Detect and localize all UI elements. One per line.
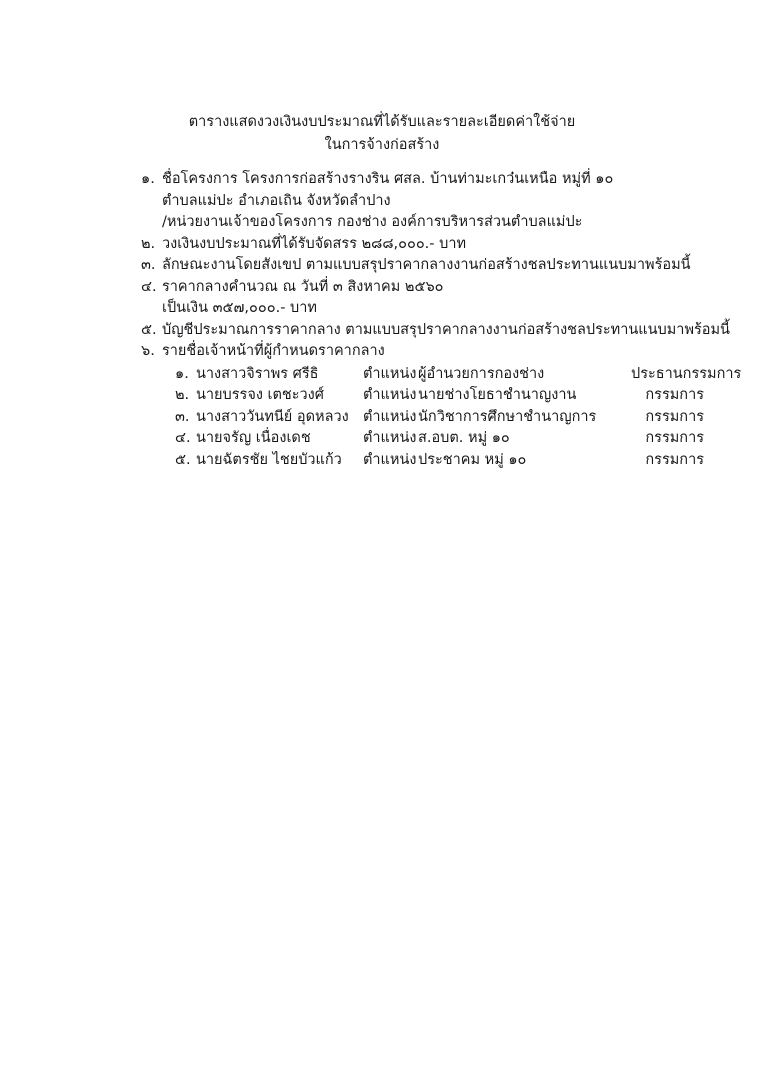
item-text: ชื่อโครงการ โครงการก่อสร้างรางริน ศสล. บ้านท่ามะเกว๋นเหนือ หมู่ที่ ๑๐ bbox=[162, 171, 614, 187]
title-line-1: ตารางแสดงวงเงินงบประมาณที่ได้รับและรายละเอียดค่าใช้จ่าย bbox=[188, 114, 576, 130]
document-title bbox=[0, 112, 764, 156]
list-item bbox=[141, 255, 704, 277]
official-position-label: ตำแหน่ง bbox=[363, 451, 417, 468]
list-item bbox=[141, 234, 704, 256]
official-position-label: ตำแหน่ง bbox=[363, 387, 417, 403]
item-text: วงเงินงบประมาณที่ได้รับจัดสรร ๒๘๘,๐๐๐.- บาท bbox=[162, 235, 467, 252]
official-position: นายช่างโยธาชำนาญงาน bbox=[418, 387, 577, 403]
list-item bbox=[141, 341, 704, 363]
item-continuation: ตำบลแม่ปะ อำเภอเถิน จังหวัดลำปาง bbox=[162, 192, 391, 209]
list-item bbox=[141, 169, 704, 191]
official-number: ๓. bbox=[175, 408, 190, 425]
official-role: กรรมการ bbox=[645, 387, 704, 403]
title-line-2: ในการจ้างก่อสร้าง bbox=[324, 137, 440, 153]
official-position: นักวิชาการศึกษาชำนาญการ bbox=[418, 408, 597, 425]
item-number: ๒. bbox=[141, 235, 156, 252]
officials-list bbox=[141, 364, 742, 472]
item-number: ๑. bbox=[141, 171, 155, 187]
official-name: นายฉัตรชัย ไชยบัวแก้ว bbox=[196, 451, 342, 468]
item-text: รายชื่อเจ้าหน้าที่ผู้กำหนดราคากลาง bbox=[162, 343, 385, 359]
official-name: นางสาววันทนีย์ อุดหลวง bbox=[196, 408, 349, 425]
official-row bbox=[175, 364, 742, 386]
official-role: กรรมการ bbox=[645, 408, 704, 425]
official-position-label: ตำแหน่ง bbox=[363, 408, 417, 425]
item-number: ๕. bbox=[141, 321, 157, 338]
official-role: กรรมการ bbox=[645, 451, 704, 468]
official-position: ผู้อำนวยการกองช่าง bbox=[418, 365, 545, 382]
official-row bbox=[175, 407, 704, 429]
official-row bbox=[175, 450, 704, 472]
item-number: ๓. bbox=[141, 257, 156, 273]
item-text: บัญชีประมาณการราคากลาง ตามแบบสรุปราคากลางงานก่อสร้างชลประทานแนบมาพร้อมนี้ bbox=[162, 321, 730, 338]
list-item bbox=[141, 320, 730, 342]
official-position: ประชาคม หมู่ ๑๐ bbox=[418, 451, 527, 468]
official-name: นายจรัญ เนื่องเดช bbox=[196, 430, 311, 446]
official-row bbox=[175, 428, 704, 450]
official-name: นางสาวจิราพร ศรีธิ bbox=[196, 365, 319, 382]
item-continuation: /หน่วยงานเจ้าของโครงการ กองช่าง องค์การบริหารส่วนตำบลแม่ปะ bbox=[162, 214, 583, 230]
item-number: ๔. bbox=[141, 278, 157, 295]
list-item bbox=[141, 277, 704, 299]
official-row bbox=[175, 385, 704, 407]
official-name: นายบรรจง เตชะวงศ์ bbox=[196, 387, 324, 403]
numbered-item-list bbox=[0, 169, 764, 471]
official-position-label: ตำแหน่ง bbox=[363, 430, 417, 446]
official-number: ๑. bbox=[175, 365, 189, 382]
official-position-label: ตำแหน่ง bbox=[363, 365, 417, 382]
official-number: ๔. bbox=[175, 430, 191, 446]
item-continuation: เป็นเงิน ๓๕๗,๐๐๐.- บาท bbox=[162, 300, 317, 316]
official-role: ประธานกรรมการ bbox=[631, 365, 742, 382]
official-position: ส.อบต. หมู่ ๑๐ bbox=[418, 430, 510, 446]
official-number: ๕. bbox=[175, 451, 191, 468]
item-text: ลักษณะงานโดยสังเขป ตามแบบสรุปราคากลางงานก่อสร้างชลประทานแนบมาพร้อมนี้ bbox=[162, 257, 691, 273]
official-role: กรรมการ bbox=[645, 430, 704, 446]
item-text: ราคากลางคำนวณ ณ วันที่ ๓ สิงหาคม ๒๕๖๐ bbox=[162, 278, 444, 295]
document-body bbox=[0, 112, 764, 471]
official-number: ๒. bbox=[175, 387, 190, 403]
item-number: ๖. bbox=[141, 343, 155, 359]
